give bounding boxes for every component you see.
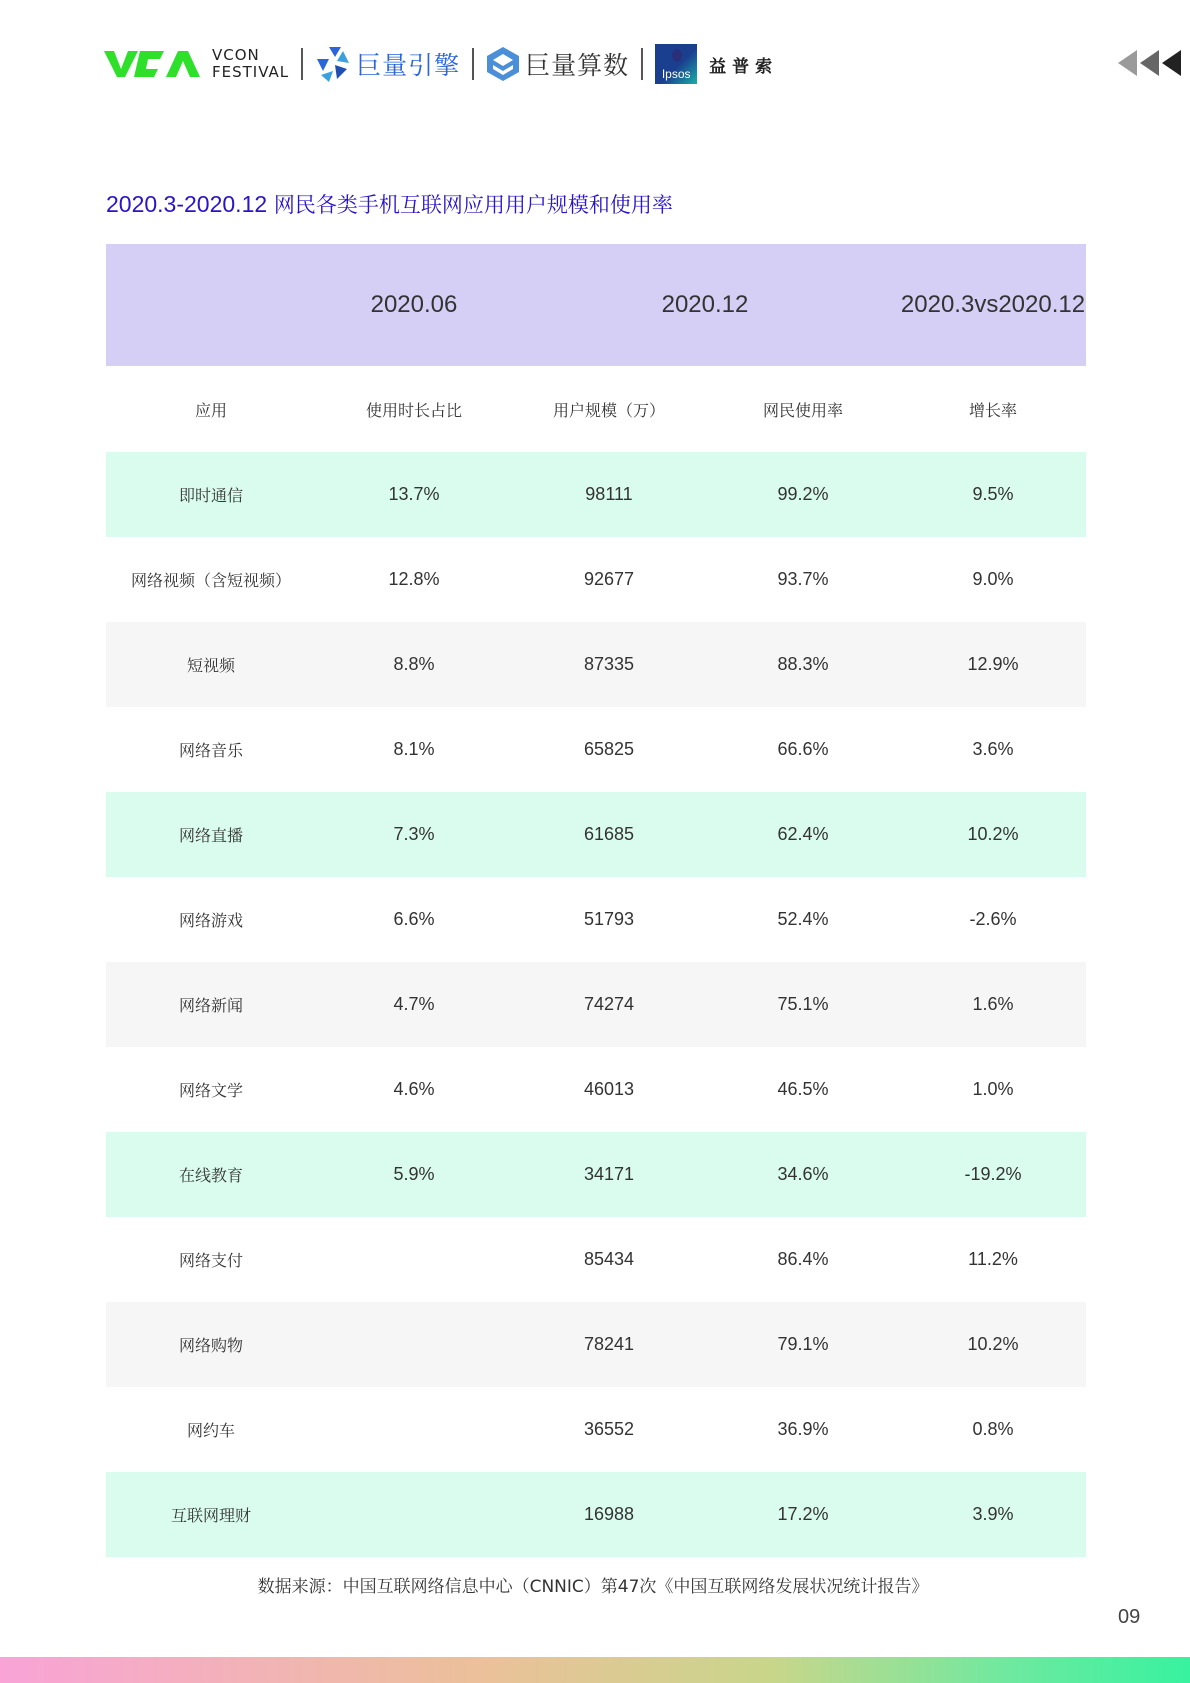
table-cell-app: 网约车: [186, 1421, 235, 1440]
title-text: 网民各类手机互联网应用用户规模和使用率: [273, 193, 673, 217]
oceanengine-logo: [315, 45, 460, 83]
table-cell-rate: 99.2%: [777, 484, 829, 504]
table-cell-growth: 10.2%: [967, 1334, 1019, 1354]
table-cell-users: 51793: [583, 909, 635, 929]
page-title: [106, 189, 673, 219]
sub-header-cell: 使用时长占比: [365, 400, 462, 420]
table-row: [106, 1217, 1086, 1302]
table-cell-app: 网络音乐: [178, 741, 243, 760]
header-logos: [104, 42, 778, 86]
table-row: [106, 792, 1086, 877]
table-body: [106, 452, 1086, 1557]
table-cell-rate: 79.1%: [777, 1334, 829, 1354]
sub-header-cell: 增长率: [968, 400, 1017, 420]
table-cell-app: 互联网理财: [170, 1506, 251, 1525]
bottom-gradient-bar: [0, 1657, 1190, 1683]
top-header-cell: 2020.12: [661, 291, 749, 318]
ipsos-chinese-name: 益普索: [709, 56, 779, 77]
vcon-mark-icon: [104, 49, 200, 79]
table-cell-app: 网络直播: [178, 826, 243, 845]
table-cell-users: 16988: [583, 1504, 635, 1524]
table-cell-rate: 36.9%: [777, 1419, 829, 1439]
table-cell-users: 78241: [583, 1334, 635, 1354]
top-header-cell: 2020.06: [370, 291, 458, 318]
table-cell-growth: 1.6%: [972, 994, 1014, 1014]
table-cell-growth: -19.2%: [964, 1164, 1022, 1184]
oceanengine-mark-icon: [315, 45, 351, 83]
table-row: [106, 1132, 1086, 1217]
table-cell-rate: 86.4%: [777, 1249, 829, 1269]
back-arrows-icon: [1118, 50, 1184, 76]
data-source-note: [0, 1572, 1190, 1597]
table-cell-share: 12.8%: [388, 569, 440, 589]
table-cell-growth: 0.8%: [972, 1419, 1014, 1439]
table-cell-app: 网络游戏: [178, 911, 243, 930]
table-cell-growth: 12.9%: [967, 654, 1019, 674]
table-cell-app: 短视频: [186, 656, 235, 675]
table-cell-share: 6.6%: [393, 909, 435, 929]
arrow-left-icon: [1140, 50, 1159, 76]
table-cell-share: 13.7%: [388, 484, 440, 504]
data-source-text: 数据来源：中国互联网络信息中心（CNNIC）第47次《中国互联网络发展状况统计报告》: [257, 1577, 929, 1597]
table-cell-app: 网络文学: [178, 1081, 243, 1100]
table-cell-growth: 11.2%: [968, 1249, 1018, 1269]
table-row: [106, 877, 1086, 962]
ipsos-logo-text: Ipsos: [661, 67, 691, 81]
logo-divider: [641, 48, 643, 80]
table-cell-users: 87335: [583, 654, 635, 674]
logo-divider: [301, 48, 303, 80]
table-cell-rate: 75.1%: [777, 994, 829, 1014]
table-cell-growth: 3.9%: [972, 1504, 1014, 1524]
table-row: [106, 1387, 1086, 1472]
table-cell-growth: 3.6%: [972, 739, 1014, 759]
table-cell-share: 8.8%: [393, 654, 435, 674]
table-cell-rate: 52.4%: [777, 909, 829, 929]
table-cell-users: 98111: [585, 484, 633, 504]
suanshu-logo: [486, 46, 629, 82]
sub-header-cell: 用户规模（万）: [552, 400, 665, 420]
table-cell-users: 46013: [583, 1079, 635, 1099]
table-cell-users: 92677: [583, 569, 635, 589]
arrow-left-icon: [1118, 50, 1137, 76]
table-cell-growth: -2.6%: [969, 909, 1017, 929]
ipsos-dot-icon: [672, 49, 682, 62]
table-top-header: [106, 244, 1086, 366]
table-cell-share: 5.9%: [393, 1164, 435, 1184]
table-cell-app: 即时通信: [178, 486, 243, 505]
table-cell-rate: 62.4%: [777, 824, 829, 844]
table-cell-rate: 88.3%: [777, 654, 829, 674]
table-sub-header: [106, 366, 1086, 452]
table-row: [106, 1302, 1086, 1387]
table-cell-app: 网络购物: [178, 1336, 243, 1355]
table-cell-app: 网络新闻: [178, 996, 243, 1015]
table-cell-users: 74274: [583, 994, 635, 1014]
table-row: [106, 622, 1086, 707]
suanshu-mark-icon: [486, 46, 520, 82]
table-cell-rate: 93.7%: [777, 569, 829, 589]
oceanengine-text: 巨量引擎: [356, 51, 461, 80]
table-row: [106, 1047, 1086, 1132]
vcon-festival-text: [212, 47, 289, 81]
arrow-left-icon: [1162, 50, 1181, 76]
logo-divider: [472, 48, 474, 80]
table-cell-share: 8.1%: [393, 739, 435, 759]
table-cell-share: 7.3%: [393, 824, 435, 844]
ipsos-logo: [655, 44, 697, 84]
table-cell-app: 在线教育: [178, 1166, 243, 1185]
table-cell-growth: 9.5%: [972, 484, 1014, 504]
vcon-line2: FESTIVAL: [212, 63, 290, 81]
page-number: 09: [1118, 1606, 1141, 1628]
table-cell-users: 61685: [583, 824, 635, 844]
table-row: [106, 962, 1086, 1047]
app-usage-table: [106, 244, 1086, 1557]
table-cell-share: 4.6%: [393, 1079, 435, 1099]
table-row: [106, 452, 1086, 537]
table-cell-app: 网络支付: [178, 1251, 243, 1270]
table-cell-users: 85434: [583, 1249, 635, 1269]
vcon-line1: VCON: [212, 46, 260, 64]
table-cell-share: 4.7%: [393, 994, 435, 1014]
sub-header-cell: 网民使用率: [762, 400, 843, 420]
title-period: 2020.3-2020.12: [106, 191, 268, 217]
table-cell-users: 36552: [583, 1419, 635, 1439]
table-cell-users: 65825: [583, 739, 635, 759]
vcon-logo: [104, 47, 289, 81]
table-cell-rate: 46.5%: [777, 1079, 829, 1099]
table-cell-app: 网络视频（含短视频）: [130, 571, 291, 590]
table-row: [106, 1472, 1086, 1557]
top-header-cell: 2020.3vs2020.12: [900, 291, 1086, 318]
table-cell-users: 34171: [583, 1164, 635, 1184]
suanshu-text: 巨量算数: [525, 51, 630, 80]
table-cell-rate: 17.2%: [777, 1504, 829, 1524]
table-row: [106, 537, 1086, 622]
table-cell-growth: 1.0%: [972, 1079, 1014, 1099]
table-cell-rate: 66.6%: [777, 739, 829, 759]
table-cell-growth: 9.0%: [972, 569, 1014, 589]
table-row: [106, 707, 1086, 792]
table-cell-growth: 10.2%: [967, 824, 1019, 844]
table-cell-rate: 34.6%: [777, 1164, 829, 1184]
sub-header-cell: 应用: [194, 400, 227, 420]
